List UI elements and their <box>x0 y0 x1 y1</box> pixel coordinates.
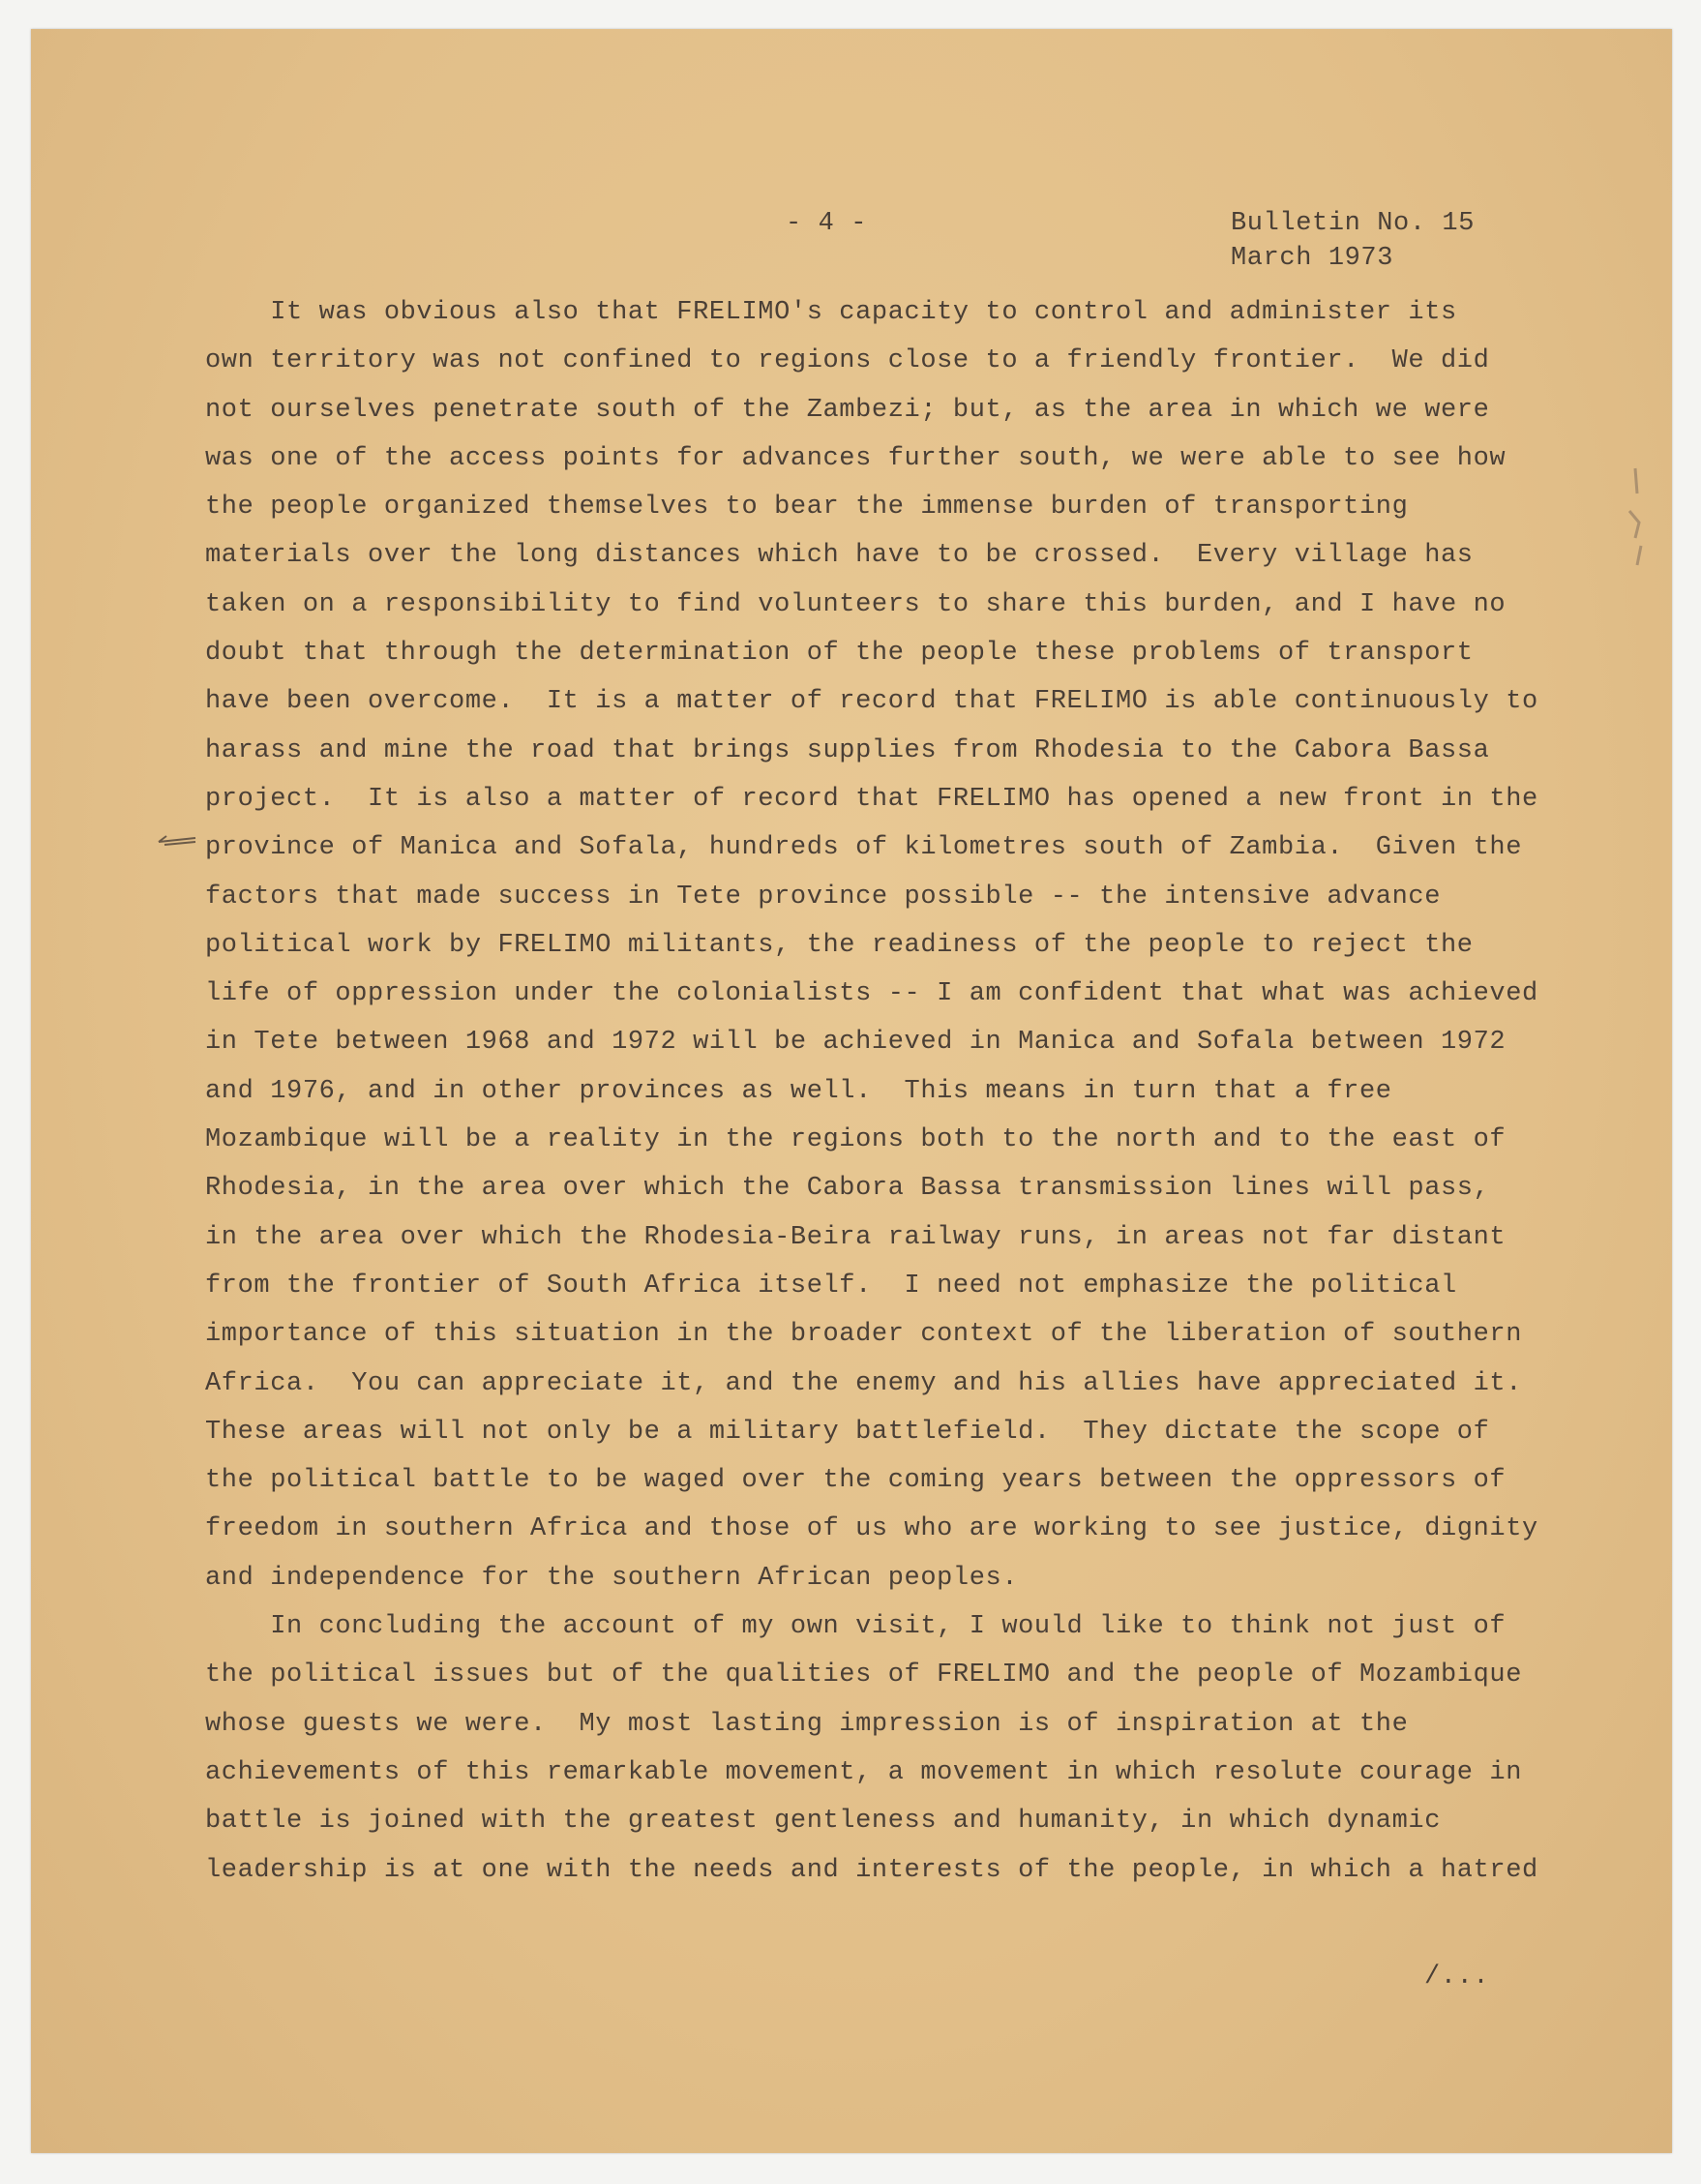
body-line: have been overcome. It is a matter of record that FRELIMO is able continuously to <box>205 687 1538 717</box>
body-line: the political battle to be waged over the coming years between the oppressors of <box>205 1466 1507 1496</box>
body-line: and 1976, and in other provinces as well. This means in turn that a free <box>205 1076 1392 1106</box>
body-line: own territory was not confined to regions close to a friendly frontier. We did <box>205 346 1490 376</box>
body-line: It was obvious also that FRELIMO's capacity to control and administer its <box>205 298 1457 327</box>
body-line: Rhodesia, in the area over which the Cabora Bassa transmission lines will pass, <box>205 1174 1490 1204</box>
margin-arrow-mark <box>157 834 199 848</box>
body-line: harass and mine the road that brings supplies from Rhodesia to the Cabora Bassa <box>205 735 1490 765</box>
edge-pencil-mark <box>1618 464 1656 571</box>
body-line: life of oppression under the colonialists -- I am confident that what was achieved <box>205 979 1538 1009</box>
body-line: leadership is at one with the needs and interests of the people, in which a hatred <box>205 1855 1538 1885</box>
body-line: doubt that through the determination of the people these problems of transport <box>205 639 1474 669</box>
body-line: the people organized themselves to bear the immense burden of transporting <box>205 493 1409 523</box>
body-line: project. It is also a matter of record that FRELIMO has opened a new front in the <box>205 784 1538 814</box>
body-line: materials over the long distances which have to be crossed. Every village has <box>205 541 1474 571</box>
body-line: and independence for the southern African peoples. <box>205 1563 1019 1593</box>
body-line: in Tete between 1968 and 1972 will be achieved in Manica and Sofala between 1972 <box>205 1028 1507 1058</box>
body-line: political work by FRELIMO militants, the readiness of the people to reject the <box>205 930 1474 960</box>
bulletin-number: Bulletin No. 15 <box>1231 209 1476 238</box>
body-line: whose guests we were. My most lasting impression is of inspiration at the <box>205 1709 1409 1739</box>
bulletin-date: March 1973 <box>1231 244 1394 273</box>
body-line: battle is joined with the greatest gentleness and humanity, in which dynamic <box>205 1807 1441 1837</box>
body-line: taken on a responsibility to find volunteers to share this burden, and I have no <box>205 589 1507 619</box>
body-line: not ourselves penetrate south of the Zambezi; but, as the area in which we were <box>205 395 1490 425</box>
body-line: These areas will not only be a military battlefield. They dictate the scope of <box>205 1417 1490 1447</box>
body-line: Africa. You can appreciate it, and the enemy and his allies have appreciated it. <box>205 1368 1523 1398</box>
body-line: importance of this situation in the broader context of the liberation of southern <box>205 1320 1523 1350</box>
body-line: freedom in southern Africa and those of us who are working to see justice, dignity <box>205 1514 1538 1544</box>
body-line: from the frontier of South Africa itself. I need not emphasize the political <box>205 1271 1457 1301</box>
body-line: in the area over which the Rhodesia-Beira railway runs, in areas not far distant <box>205 1222 1507 1252</box>
bulletin-header <box>1231 206 1475 276</box>
body-line: province of Manica and Sofala, hundreds of kilometres south of Zambia. Given the <box>205 833 1523 863</box>
body-text <box>205 288 1538 1895</box>
body-line: Mozambique will be a reality in the regions both to the north and to the east of <box>205 1125 1507 1155</box>
body-line: was one of the access points for advances further south, we were able to see how <box>205 443 1507 473</box>
body-line: achievements of this remarkable movement, a movement in which resolute courage in <box>205 1757 1523 1787</box>
body-line: In concluding the account of my own visit, I would like to think not just of <box>205 1612 1507 1642</box>
body-line: factors that made success in Tete province possible -- the intensive advance <box>205 882 1441 912</box>
document-page <box>31 29 1672 2153</box>
continuation-mark: /... <box>1424 1962 1490 1991</box>
body-line: the political issues but of the qualities of FRELIMO and the people of Mozambique <box>205 1660 1523 1690</box>
page-number: - 4 - <box>786 209 868 238</box>
